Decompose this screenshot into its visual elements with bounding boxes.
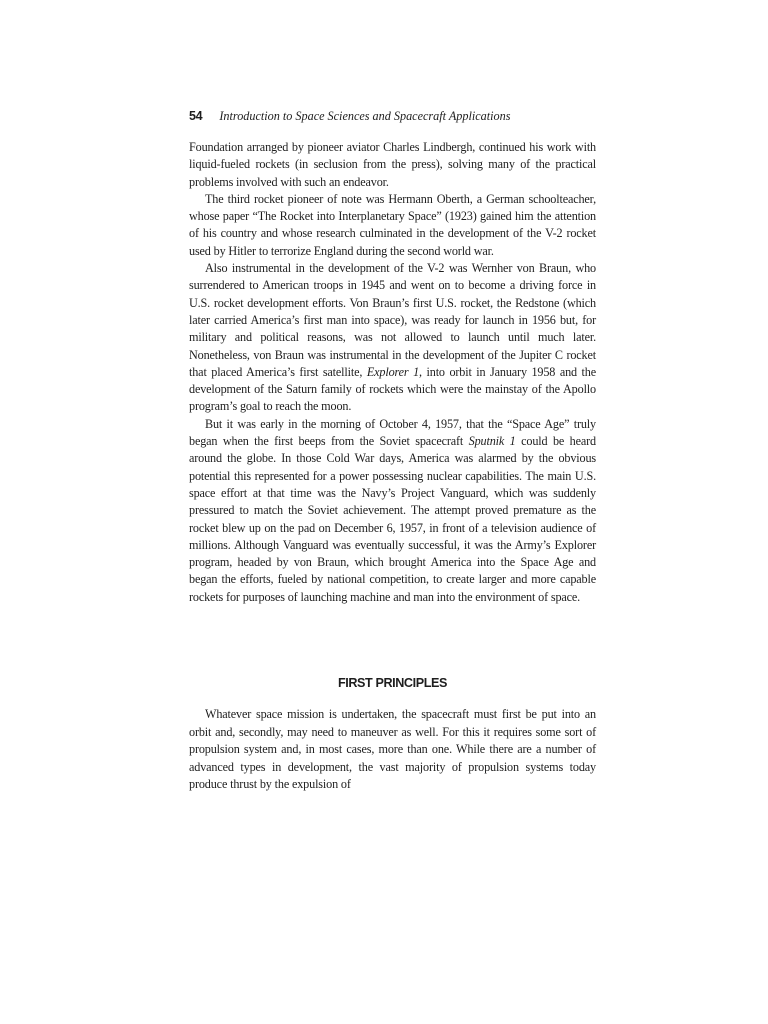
paragraph-space-age-text-1: But it was early in the morning of October 4, 1957, that the “Space Age” truly began when the first beeps from the Soviet spacecraft [189,416,596,449]
paragraph-von-braun-text-1: Also instrumental in the development of the V-2 was Wernher von Braun, who surrendered to American troops in 1945 and went on to become a driving force in U.S. rocket development efforts. Von Braun’s first U.S. rocket, the Redstone (which later carried America’s first man into space), was ready for launch in 1956 but, for military and political reasons, was not allowed to launch until much later. Nonetheless, von Braun was instrumental in the development of the Jupiter C rocket that placed America’s first satellite, [189,261,596,379]
explorer-1-title: Explorer 1, [366,364,422,379]
paragraph-oberth: The third rocket pioneer of note was Hermann Oberth, a German schoolteacher, whose paper “The Rocket into Interplanetary Space” (1923) gained him the attention of his country and whose research culminated in the development of the V-2 rocket used by Hitler to terrorize England during the second world war. [189,191,596,258]
paragraph-von-braun [189,260,596,416]
paragraph-von-braun-text-2: into orbit in January 1958 and the development of the Saturn family of rockets which were the mainstay of the Apollo program’s goal to reach the moon. [189,364,596,414]
running-head [189,106,609,126]
sputnik-1-title: Sputnik 1 [468,434,516,449]
paragraph-first-principles: Whatever space mission is undertaken, the spacecraft must first be put into an orbit and, secondly, may need to maneuver as well. For this it requires some sort of propulsion system and, in most cases, more than one. While there are a number of advanced types in development, the vast majority of propulsion systems today produce thrust by the expulsion of [189,707,596,792]
section-body-text [189,706,596,794]
book-title: Introduction to Space Sciences and Spacecraft Applications [219,109,511,123]
paragraph-space-age-text-2: could be heard around the globe. In those Cold War days, America was alarmed by the obvious potential this represented for a power possessing nuclear capabilities. The main U.S. space effort at that time was the Navy’s Project Vanguard, which was suddenly pressured to match the Soviet achievement. The attempt proved premature as the rocket blew up on the pad on December 6, 1957, in front of a television audience of millions. Although Vanguard was eventually successful, it was the Army’s Explorer program, headed by von Braun, which brought America into the Space Age and began the efforts, fueled by national competition, to create larger and more capable rockets for purposes of launching machine and man into the environment of space. [189,434,596,604]
page-number: 54 [189,109,203,123]
paragraph-space-age [189,416,596,606]
paragraph-lindbergh: Foundation arranged by pioneer aviator Charles Lindbergh, continued his work with liquid-fueled rockets (in seclusion from the press), solving many of the practical problems involved with such an endeavor. [189,140,596,189]
section-heading: FIRST PRINCIPLES [337,676,448,690]
body-text [189,139,596,606]
